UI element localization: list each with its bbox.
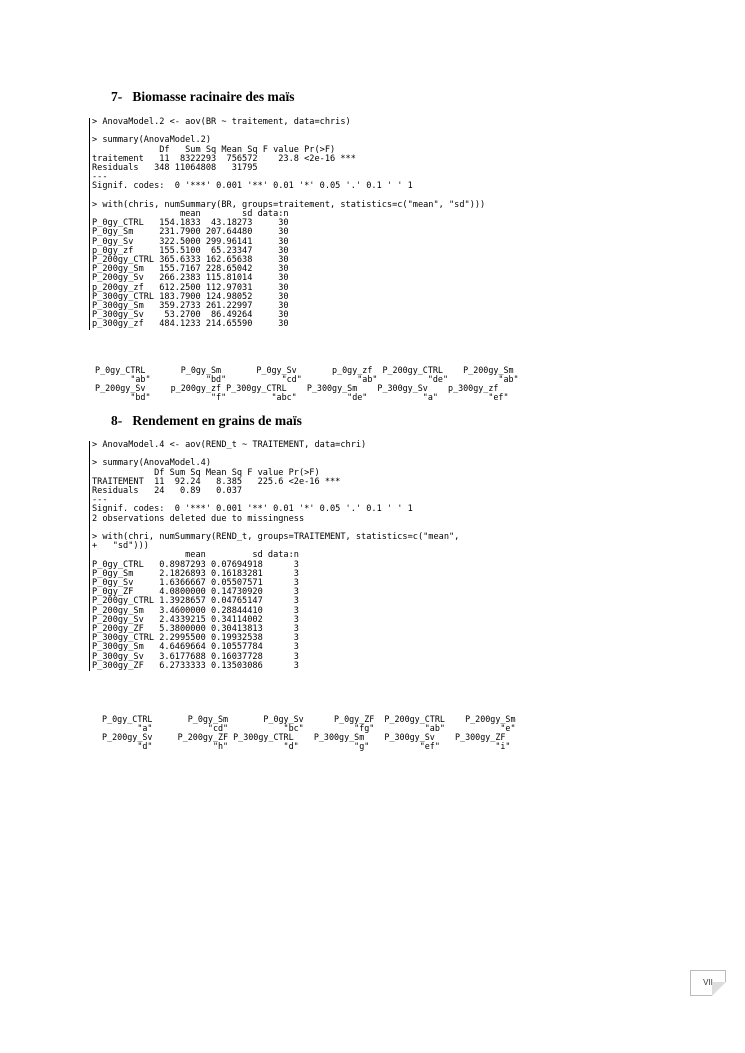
page-number: VII [703, 978, 713, 987]
page-number-box [690, 970, 726, 996]
section-7-console-output: > AnovaModel.2 <- aov(BR ~ traitement, data=chris) > summary(AnovaModel.2) Df Sum Sq Mean Sq F value Pr(>F) traitement 11 8322293 756572 23.8 <2e-16 *** Residuals 348 11064808 31795 --- Signif. codes: 0 '***' 0.001 '**' 0.01 '*' 0.05 '.' 0.1 ' ' 1 > with(chris, numSummary(BR, groups=traitement, statistics=c("mean", "sd"))) mean sd data:n P_0gy_CTRL 154.1833 43.18273 30 P_0gy_Sm 231.7900 207.64480 30 P_0gy_Sv 322.5000 299.96141 30 p_0gy_zf 155.5100 65.23347 30 P_200gy_CTRL 365.6333 162.65638 30 P_200gy_Sm 155.7167 228.65042 30 P_200gy_Sv 266.2383 115.81014 30 p_200gy_zf 612.2500 112.97031 30 P_300gy_CTRL 183.7900 124.98052 30 P_300gy_Sm 359.2733 261.22997 30 P_300gy_Sv 53.2700 86.49264 30 p_300gy_zf 484.1233 214.65590 30 [89, 118, 485, 330]
page-corner-fold-icon [712, 982, 726, 996]
section-8-group-letters: P_0gy_CTRL P_0gy_Sm P_0gy_Sv P_0gy_ZF P_200gy_CTRL P_200gy_Sm "a" "cd" "bc" "fg" "ab" "e" P_200gy_Sv P_200gy_ZF P_300gy_CTRL P_300gy_Sm P_300gy_Sv P_300gy_ZF "d" "h" "d" "g" "ef" "i" [102, 714, 516, 751]
section-8-console-output: > AnovaModel.4 <- aov(REND_t ~ TRAITEMENT, data=chri) > summary(AnovaModel.4) Df Sum Sq Mean Sq F value Pr(>F) TRAITEMENT 11 92.24 8.385 225.6 <2e-16 *** Residuals 24 0.89 0.037 --- Signif. codes: 0 '***' 0.001 '**' 0.01 '*' 0.05 '.' 0.1 ' ' 1 2 observations deleted due to missingness > with(chri, numSummary(REND_t, groups=TRAITEMENT, statistics=c("mean", + "sd"))) mean sd data:n P_0gy_CTRL 0.8987293 0.07694918 3 P_0gy_Sm 2.1826893 0.16183281 3 P_0gy_Sv 1.6366667 0.05507571 3 P_0gy_ZF 4.0800000 0.14730920 3 P_200gy_CTRL 1.3928657 0.04765147 3 P_200gy_Sm 3.4600000 0.28844410 3 P_200gy_Sv 2.4339215 0.34114002 3 P_200gy_ZF 5.3800000 0.30413813 3 P_300gy_CTRL 2.2995500 0.19932538 3 P_300gy_Sm 4.6469664 0.10557784 3 P_300gy_Sv 3.6177688 0.16037728 3 P_300gy_ZF 6.2733333 0.13503086 3 [89, 441, 459, 671]
section-7-heading: 7- Biomasse racinaire des maïs [111, 89, 295, 104]
section-7-group-letters: P_0gy_CTRL P_0gy_Sm P_0gy_Sv p_0gy_zf P_200gy_CTRL P_200gy_Sm "ab" "bd" "cd" "ab" "de" "ab" P_200gy_Sv p_200gy_zf P_300gy_CTRL P_300gy_Sm P_300gy_Sv p_300gy_zf "bd" "f" "abc" "de" "a" "ef" [95, 365, 519, 402]
section-8-heading: 8- Rendement en grains de maïs [111, 413, 302, 428]
